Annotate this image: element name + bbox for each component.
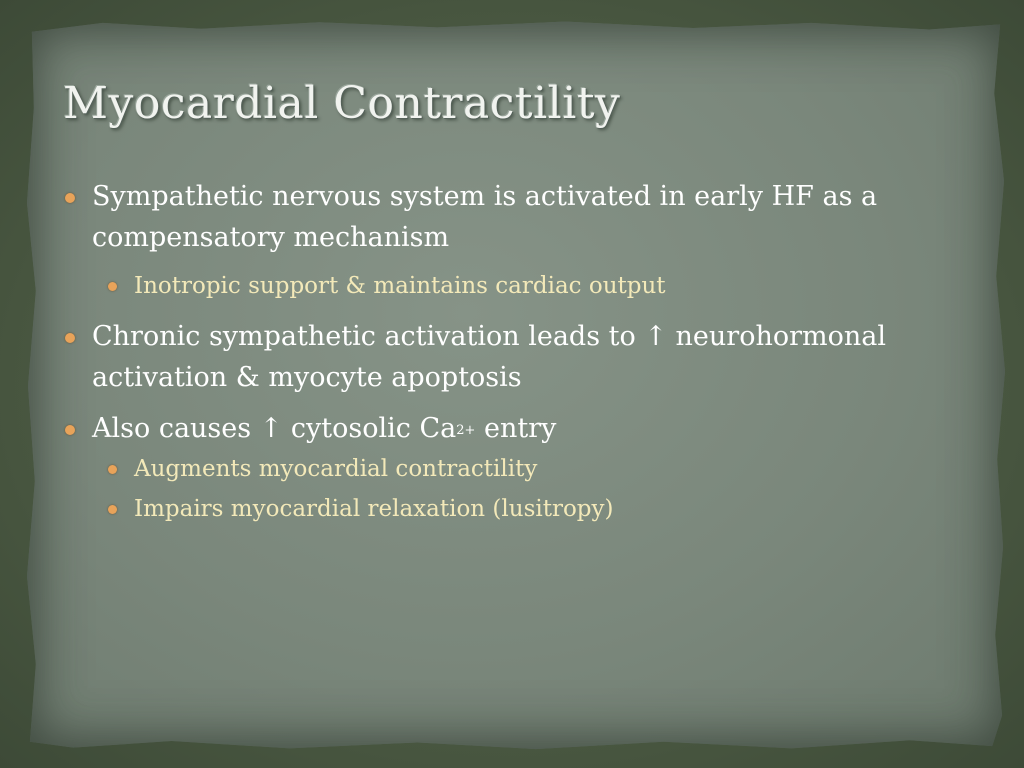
sub-bullet-item [62, 266, 962, 306]
bullet-list [62, 176, 962, 539]
superscript-charge: 2+ [456, 423, 476, 438]
bullet-item-1 [62, 176, 962, 258]
bullet-text: Sympathetic nervous system is activated in early HF as a compensatory mechanism [92, 181, 878, 253]
sub-bullet-text: Augments myocardial contractility [134, 456, 538, 482]
bullet-text-part: entry [475, 413, 557, 444]
slide-title: Myocardial Contractility [63, 78, 621, 129]
bullet-icon [108, 505, 117, 514]
sub-bullet-item [62, 449, 962, 489]
bullet-item-2 [62, 316, 962, 398]
sub-bullet-text: Inotropic support & maintains cardiac output [134, 273, 666, 299]
bullet-icon [108, 282, 117, 291]
sub-bullet-group-1 [62, 266, 962, 306]
bullet-item-3 [62, 408, 962, 449]
sub-bullet-item [62, 489, 962, 529]
bullet-text-part: Also causes ↑ cytosolic Ca [92, 413, 457, 444]
bullet-icon [65, 193, 75, 203]
bullet-icon [65, 425, 75, 435]
sub-bullet-text: Impairs myocardial relaxation (lusitropy) [134, 496, 614, 522]
bullet-text: Chronic sympathetic activation leads to ↑ neurohormonal activation & myocyte apoptosis [92, 321, 886, 393]
sub-bullet-group-3 [62, 449, 962, 529]
bullet-icon [65, 333, 75, 343]
bullet-icon [108, 465, 117, 474]
